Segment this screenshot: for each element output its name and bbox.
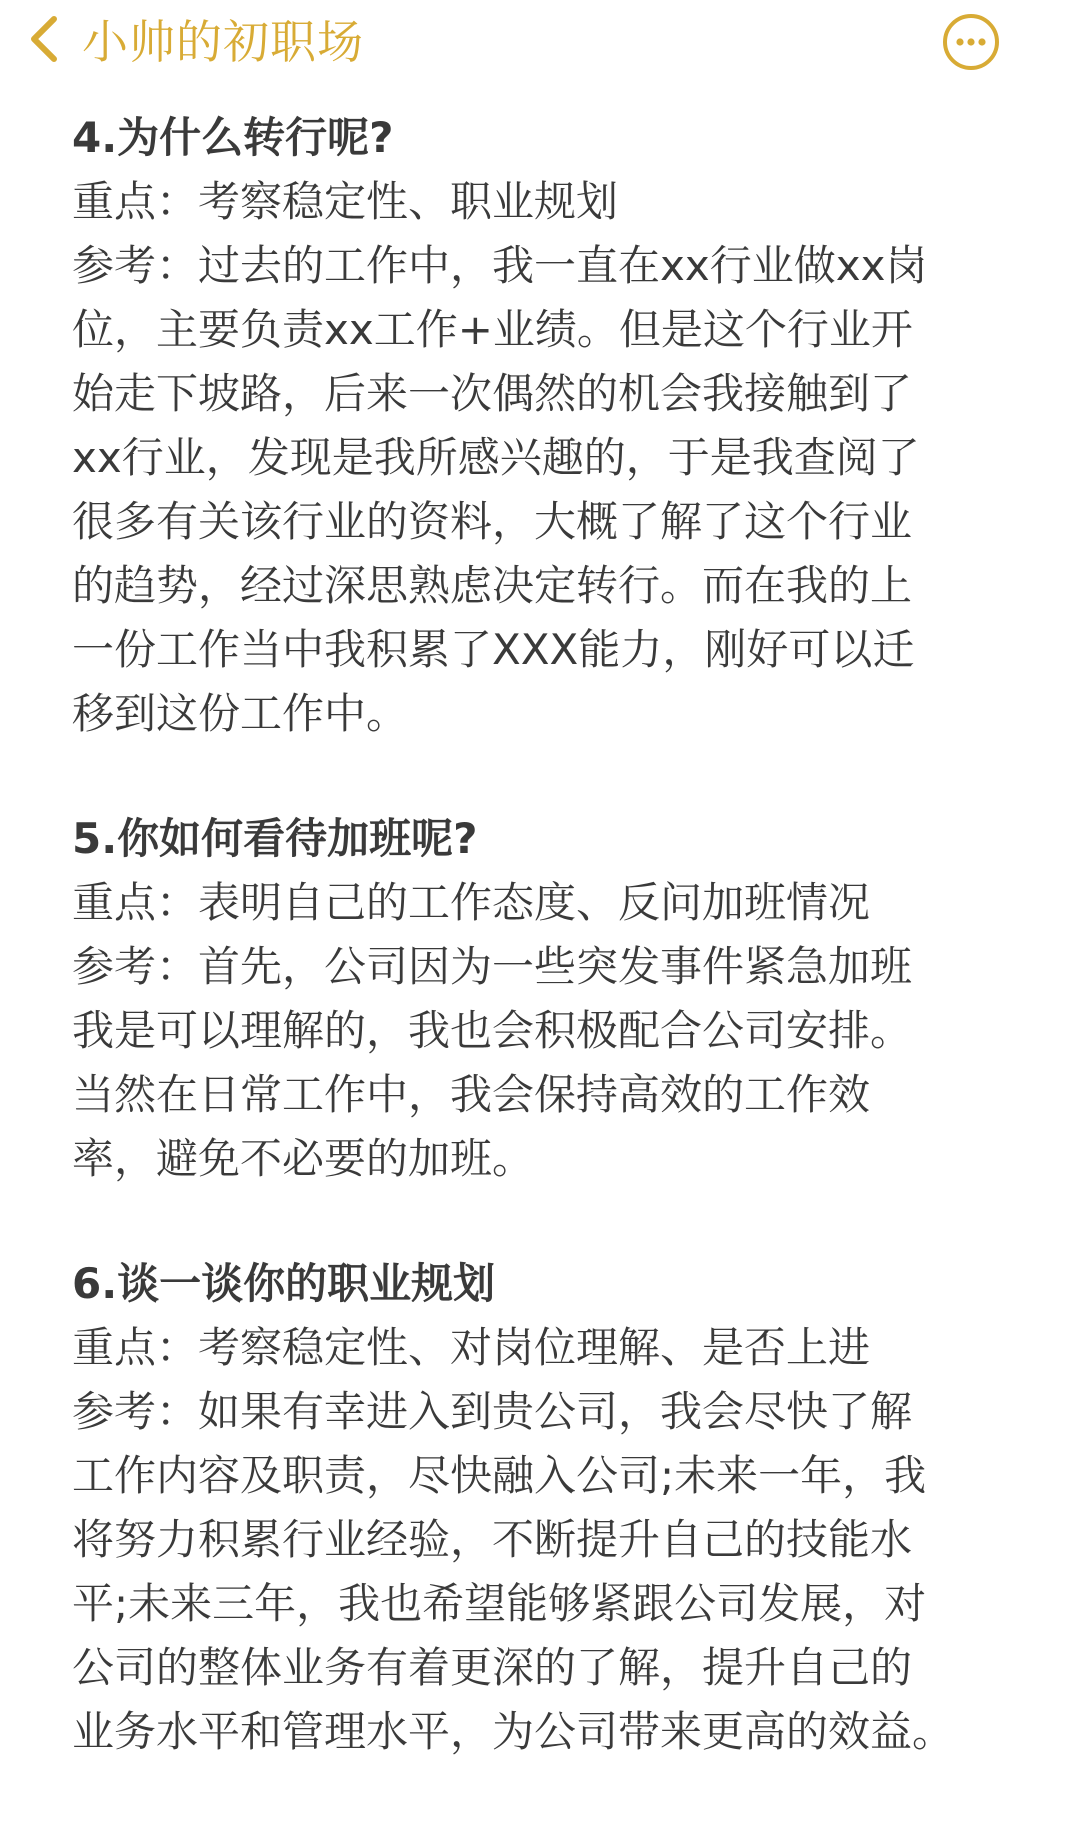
reference-line: xx行业，发现是我所感兴趣的，于是我查阅了: [72, 433, 920, 482]
reference-line: 率，避免不必要的加班。: [72, 1134, 535, 1183]
question-heading: 6.谈一谈你的职业规划: [72, 1259, 496, 1308]
reference-line: 位，主要负责xx工作+业绩。但是这个行业开: [72, 305, 913, 354]
chevron-left-icon: [28, 15, 60, 67]
reference-line: 很多有关该行业的资料，大概了解了这个行业: [72, 497, 913, 546]
focus-point: 重点：考察稳定性、对岗位理解、是否上进: [72, 1323, 871, 1372]
question-section-4: [72, 106, 1022, 746]
reference-line: 参考：如果有幸进入到贵公司，我会尽快了解: [72, 1387, 913, 1436]
more-options-button[interactable]: [940, 13, 1002, 75]
top-navigation-bar: [0, 0, 1080, 86]
reference-line: 业务水平和管理水平，为公司带来更高的效益。: [72, 1707, 955, 1756]
more-dots-icon: [941, 12, 1001, 76]
reference-line: 的趋势，经过深思熟虑决定转行。而在我的上: [72, 561, 913, 610]
question-heading: 5.你如何看待加班呢?: [72, 814, 478, 863]
reference-line: 我是可以理解的，我也会积极配合公司安排。: [72, 1006, 913, 1055]
reference-line: 移到这份工作中。: [72, 689, 409, 738]
reference-line: 参考：过去的工作中，我一直在xx行业做xx岗: [72, 241, 928, 290]
question-section-6: [72, 1252, 1022, 1764]
back-button[interactable]: [18, 10, 70, 72]
reference-line: 平;未来三年，我也希望能够紧跟公司发展，对: [72, 1579, 927, 1628]
reference-line: 始走下坡路，后来一次偶然的机会我接触到了: [72, 369, 913, 418]
question-heading: 4.为什么转行呢?: [72, 113, 394, 162]
question-section-5: [72, 807, 1022, 1191]
note-content: [72, 106, 1022, 1825]
reference-line: 工作内容及职责，尽快融入公司;未来一年，我: [72, 1451, 927, 1500]
note-owner-title: 小帅的初职场: [82, 15, 364, 69]
focus-point: 重点：考察稳定性、职业规划: [72, 177, 619, 226]
reference-line: 一份工作当中我积累了XXX能力，刚好可以迁: [72, 625, 915, 674]
reference-line: 参考：首先，公司因为一些突发事件紧急加班: [72, 942, 913, 991]
reference-line: 当然在日常工作中，我会保持高效的工作效: [72, 1070, 871, 1119]
focus-point: 重点：表明自己的工作态度、反问加班情况: [72, 878, 871, 927]
reference-line: 公司的整体业务有着更深的了解，提升自己的: [72, 1643, 913, 1692]
reference-line: 将努力积累行业经验，不断提升自己的技能水: [72, 1515, 913, 1564]
